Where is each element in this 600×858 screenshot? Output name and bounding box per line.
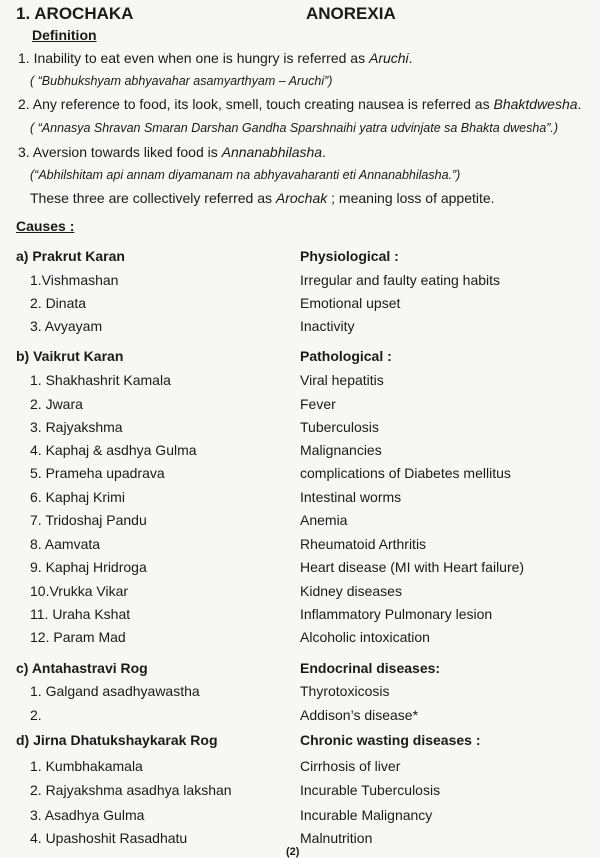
group-b-category: Pathological : [300, 348, 392, 364]
cause-row-left: 7. Tridoshaj Pandu [30, 512, 147, 528]
cause-row-left: 5. Prameha upadrava [30, 465, 165, 481]
cause-row-right: Malignancies [300, 442, 382, 458]
cause-row-right: complications of Diabetes mellitus [300, 465, 511, 481]
cause-row-left: 12. Param Mad [30, 629, 126, 645]
group-b-heading: b) Vaikrut Karan [16, 348, 124, 364]
cause-row-right: Incurable Malignancy [300, 807, 433, 823]
cause-row-right: Irregular and faulty eating habits [300, 272, 501, 288]
group-c-heading: c) Antahastravi Rog [16, 660, 148, 676]
cause-row-right: Anemia [300, 512, 348, 528]
cause-row-right: Tuberculosis [300, 419, 379, 435]
causes-heading: Causes : [16, 218, 75, 234]
cause-row-left: 1.Vishmashan [30, 272, 119, 288]
definition-summary: These three are collectively referred as Arochak ; meaning loss of appetite. [30, 190, 495, 206]
definition-heading: Definition [32, 27, 97, 43]
definition-note-3: (“Abhilshitam api annam diyamanam na abhyavaharanti eti Annanabhilasha.”) [30, 168, 461, 182]
cause-row-right: Kidney diseases [300, 583, 402, 599]
cause-row-right: Inactivity [300, 318, 355, 334]
section-title-english: ANOREXIA [306, 4, 396, 23]
cause-row-left: 3. Avyayam [30, 318, 103, 334]
definition-line-3: 3. Aversion towards liked food is Annanabhilasha. [18, 144, 326, 160]
section-title: 1. AROCHAKA [16, 4, 134, 23]
definition-note-1: ( “Bubhukshyam abhyavahar asamyarthyam – Aruchi”) [30, 74, 333, 88]
cause-row-right: Rheumatoid Arthritis [300, 536, 427, 552]
group-a-category: Physiological : [300, 248, 399, 264]
definition-note-2: ( “Annasya Shravan Smaran Darshan Gandha Sparshnaihi yatra udvinjate sa Bhakta dwesha”.) [30, 121, 559, 135]
cause-row-left: 2. [30, 707, 42, 723]
cause-row-right: Incurable Tuberculosis [300, 782, 441, 798]
cause-row-left: 4. Upashoshit Rasadhatu [30, 830, 188, 846]
cause-row-right: Inflammatory Pulmonary lesion [300, 606, 493, 622]
group-d-heading: d) Jirna Dhatukshaykarak Rog [16, 732, 218, 748]
cause-row-left: 4. Kaphaj & asdhya Gulma [30, 442, 197, 458]
cause-row-left: 2. Dinata [30, 295, 87, 311]
cause-row-right: Malnutrition [300, 830, 373, 846]
cause-row-left: 10.Vrukka Vikar [30, 583, 129, 599]
group-d-category: Chronic wasting diseases : [300, 732, 481, 748]
cause-row-left: 9. Kaphaj Hridroga [30, 559, 147, 575]
cause-row-left: 11. Uraha Kshat [30, 606, 131, 622]
cause-row-right: Heart disease (MI with Heart failure) [300, 559, 525, 575]
cause-row-left: 1. Galgand asadhyawastha [30, 683, 200, 699]
cause-row-left: 8. Aamvata [30, 536, 101, 552]
cause-row-left: 6. Kaphaj Krimi [30, 489, 125, 505]
cause-row-right: Alcoholic intoxication [300, 629, 430, 645]
cause-row-left: 2. Rajyakshma asadhya lakshan [30, 782, 232, 798]
cause-row-right: Emotional upset [300, 295, 401, 311]
definition-line-2: 2. Any reference to food, its look, smell, touch creating nausea is referred as Bhaktdwesha. [18, 96, 582, 112]
page-number: (2) [286, 846, 300, 858]
cause-row-right: Thyrotoxicosis [300, 683, 390, 699]
cause-row-left: 1. Shakhashrit Kamala [30, 372, 171, 388]
cause-row-right: Addison’s disease* [300, 707, 419, 723]
group-c-category: Endocrinal diseases: [300, 660, 441, 676]
cause-row-right: Cirrhosis of liver [300, 758, 401, 774]
cause-row-right: Intestinal worms [300, 489, 402, 505]
cause-row-right: Viral hepatitis [300, 372, 384, 388]
cause-row-left: 3. Asadhya Gulma [30, 807, 145, 823]
cause-row-left: 2. Jwara [30, 396, 83, 412]
definition-line-1: 1. Inability to eat even when one is hungry is referred as Aruchi. [18, 50, 413, 66]
cause-row-right: Fever [300, 396, 336, 412]
group-a-heading: a) Prakrut Karan [16, 248, 125, 264]
cause-row-left: 3. Rajyakshma [30, 419, 123, 435]
cause-row-left: 1. Kumbhakamala [30, 758, 143, 774]
